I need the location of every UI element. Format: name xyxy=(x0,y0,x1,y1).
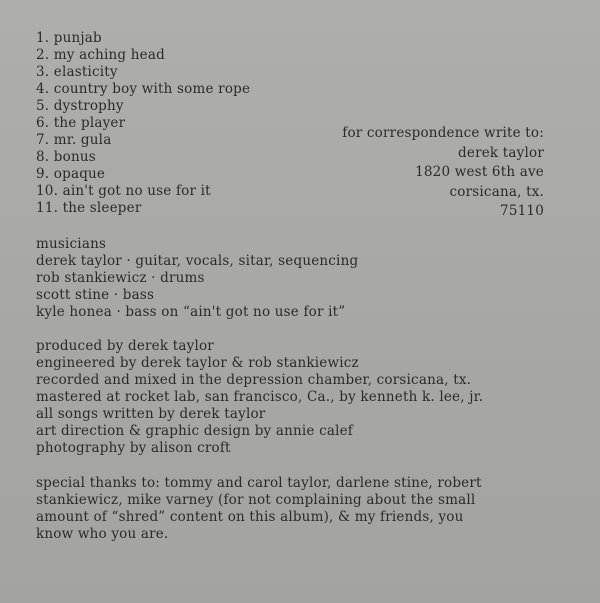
thanks-line: stankiewicz, mike varney (for not complaining about the small xyxy=(36,492,476,508)
correspondence-name: derek taylor xyxy=(458,144,544,161)
musicians-section xyxy=(36,236,358,321)
musician-line: rob stankiewicz · drums xyxy=(36,270,205,286)
track-item xyxy=(36,183,250,200)
track-title: elasticity xyxy=(53,64,118,80)
credit-line: engineered by derek taylor & rob stankiewicz xyxy=(36,355,359,371)
track-number: 9. xyxy=(36,166,50,182)
musician-line: derek taylor · guitar, vocals, sitar, sequencing xyxy=(36,253,359,269)
track-item xyxy=(36,166,250,183)
track-number: 11. xyxy=(36,200,59,216)
credit-line: all songs written by derek taylor xyxy=(36,406,266,422)
track-title: my aching head xyxy=(53,47,165,63)
credit-line: mastered at rocket lab, san francisco, Ca., by kenneth k. lee, jr. xyxy=(36,389,484,405)
credits-section xyxy=(36,338,483,457)
credit-line: photography by alison croft xyxy=(36,440,231,456)
thanks-line: amount of “shred” content on this album), & my friends, you xyxy=(36,509,464,525)
track-item xyxy=(36,98,250,115)
credit-line: produced by derek taylor xyxy=(36,338,214,354)
track-title: dystrophy xyxy=(53,98,124,114)
track-number: 5. xyxy=(36,98,50,114)
track-number: 10. xyxy=(36,183,59,199)
track-item xyxy=(36,200,250,217)
musician-line: scott stine · bass xyxy=(36,287,155,303)
musicians-heading: musicians xyxy=(36,236,107,252)
track-title: country boy with some rope xyxy=(53,81,251,97)
track-title: mr. gula xyxy=(53,132,112,148)
track-item xyxy=(36,47,250,64)
track-list xyxy=(36,30,250,217)
track-item xyxy=(36,64,250,81)
track-number: 7. xyxy=(36,132,50,148)
track-item xyxy=(36,132,250,149)
track-item xyxy=(36,30,250,47)
correspondence-zip: 75110 xyxy=(500,203,544,219)
special-thanks-section xyxy=(36,475,556,543)
track-number: 8. xyxy=(36,149,50,165)
track-number: 6. xyxy=(36,115,50,131)
track-item xyxy=(36,149,250,166)
track-title: punjab xyxy=(53,30,102,46)
correspondence-heading: for correspondence write to: xyxy=(342,125,544,141)
track-item xyxy=(36,81,250,98)
track-number: 4. xyxy=(36,81,50,97)
credit-line: recorded and mixed in the depression chamber, corsicana, tx. xyxy=(36,372,472,388)
track-title: ain't got no use for it xyxy=(62,183,211,199)
musician-line: kyle honea · bass on “ain't got no use for it” xyxy=(36,304,346,320)
track-number: 2. xyxy=(36,47,50,63)
credit-line: art direction & graphic design by annie calef xyxy=(36,423,354,439)
correspondence-address xyxy=(342,124,544,222)
track-title: the player xyxy=(53,115,126,131)
thanks-line: special thanks to: tommy and carol taylor, darlene stine, robert xyxy=(36,475,482,491)
track-item xyxy=(36,115,250,132)
track-title: opaque xyxy=(53,166,106,182)
thanks-line: know who you are. xyxy=(36,526,169,542)
track-number: 1. xyxy=(36,30,50,46)
correspondence-city: corsicana, tx. xyxy=(449,183,544,200)
track-title: bonus xyxy=(53,149,96,165)
track-title: the sleeper xyxy=(62,200,142,216)
correspondence-street: 1820 west 6th ave xyxy=(415,164,544,180)
track-number: 3. xyxy=(36,64,50,80)
